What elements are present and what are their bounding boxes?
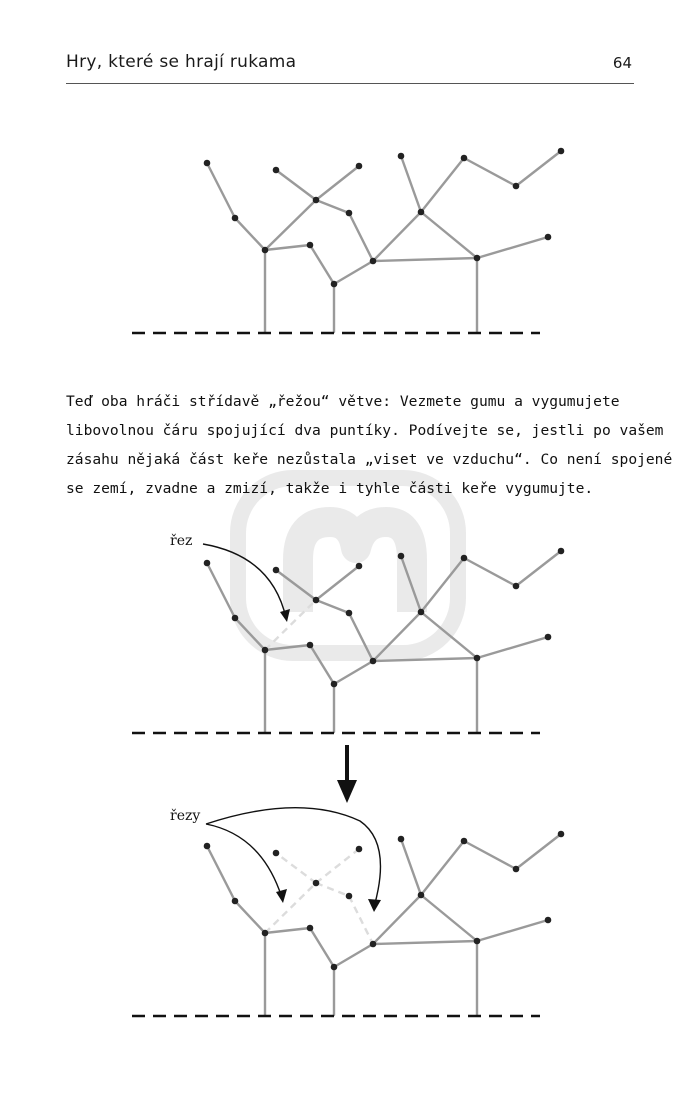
paragraph-line: Teď oba hráči střídavě „řežou“ větve: Vezmete gumu a vygumujete <box>66 393 620 410</box>
cut-label: řez <box>170 533 193 549</box>
down-arrow <box>337 745 357 803</box>
cuts-label: řezy <box>170 808 201 824</box>
running-title: Hry, které se hrají rukama <box>66 52 297 72</box>
paragraph-line: se zemí, zvadne a zmizí, takže i tyhle části keře vygumujte. <box>66 480 594 497</box>
paragraph-line: libovolnou čáru spojující dva puntíky. Podívejte se, jestli po vašem <box>66 422 664 439</box>
cuts-arrow-1 <box>206 824 282 898</box>
bush-branches <box>207 151 561 332</box>
watermark-logo <box>238 478 458 653</box>
bush-figure-3 <box>132 808 564 1016</box>
page-number: 64 <box>612 54 632 72</box>
cuts-arrow-2 <box>206 808 380 907</box>
body-paragraph <box>66 387 673 503</box>
bush-figure-1 <box>132 148 564 333</box>
paragraph-line: zásahu nějaká část keře nezůstala „viset ve vzduchu“. Co není spojené <box>66 451 673 468</box>
bush-figure-2 <box>132 544 564 733</box>
bush-dots <box>204 148 565 288</box>
